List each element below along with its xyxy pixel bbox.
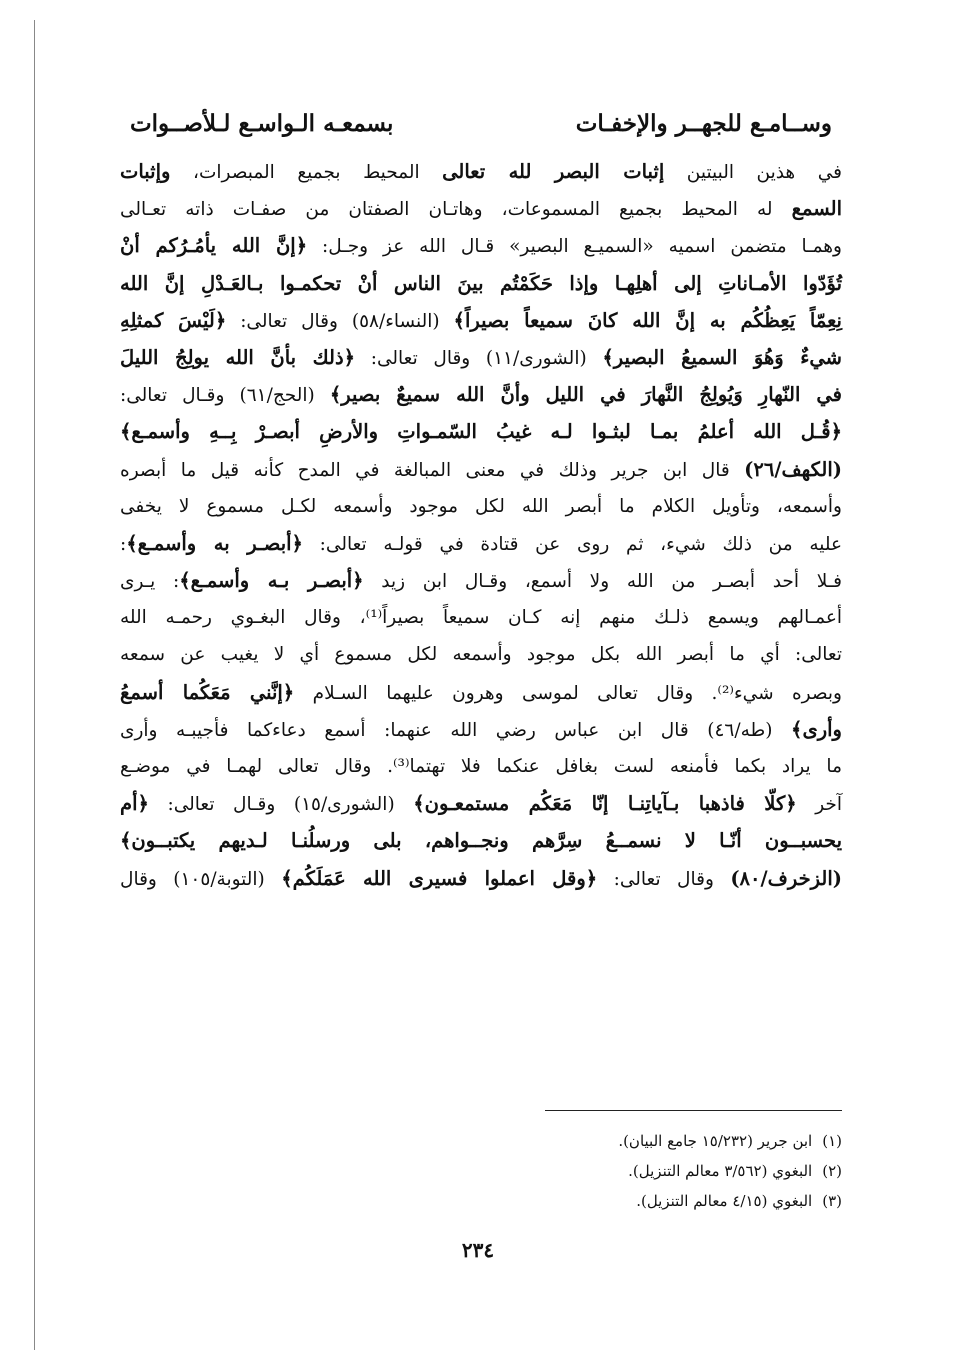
bold-quote: إثبات البصر لله تعالى bbox=[442, 160, 665, 183]
text-line: وبصره شيء⁽²⁾. وقال تعالى لموسى وهرون عليهما السـلام ﴿إنَّني مَعَكُما أسمعُ bbox=[120, 680, 842, 704]
bold-quote: في النّهارِ وَيُولِجُ النَّهارَ في الليل وأنَّ الله سميعٌ بصير﴾ bbox=[329, 383, 842, 407]
verse-right-hemistich: وســامـع للجهــر والإخفـات bbox=[575, 110, 832, 137]
text-line bbox=[120, 413, 842, 450]
footnote-number: (٢) bbox=[822, 1162, 842, 1180]
text-line: فـلا أحد أبصـر من الله ولا أسمع، وقـال ابن زيد ﴿أبصـر بـه وأسمـع﴾: يـرى bbox=[120, 569, 842, 593]
bold-quote: نِعِمّاً يَعِظُكُم به إنَّ الله كانَ سميعاً بصيراً﴾ bbox=[453, 308, 842, 332]
bold-quote: تُؤَدّوا الأمـاناتِ إلى أهلِهـا وإذا حَكَمْتُم بينَ الناس أنْ تحكمـوا بـالعَـدْلِ إنَّ الله bbox=[120, 271, 842, 295]
bold-quote: ﴿وقل اعملوا فسيرى الله عَمَلَكُم﴾ bbox=[281, 866, 598, 890]
footnote-2 bbox=[618, 1156, 842, 1186]
text-line: في هذين البيتين إثبات البصر لله تعالى المحيط بجميع المبصرات، وإثبات bbox=[120, 160, 842, 183]
page-content bbox=[120, 110, 842, 897]
text-line: (الكهف/٢٦) قال ابن جرير وذلك في معنى المبالغة في المدح كأنه قيل ما أبصره bbox=[120, 457, 842, 481]
verse-heading bbox=[120, 110, 842, 137]
text-line: وهمـا متضمن اسميه «السميـع البصير» قـال الله عز وجـل: ﴿إنَّ الله يأمُـرُكم أنْ bbox=[120, 234, 842, 258]
text-line: وأسمعه، وتأويل الكلام ما أبصر الله لكل موجود وأسمعه لكـل مسموع لا يخفى bbox=[120, 495, 842, 517]
bold-quote: ﴿ذلك بأنَّ الله يولِجُ الليلَ bbox=[120, 345, 356, 369]
text-line: السمع له المحيط بجميع المسموعات، وهاتـان الصفتان من صفـات ذاته تعـالى bbox=[120, 197, 842, 221]
text-line: وأرى﴾ (طه/٤٦) قال ابن عباس رضي الله عنهما: أسمع دعاءكما فأجيبـه وأرى bbox=[120, 717, 842, 741]
bold-quote: (الزخرف/٨٠) bbox=[730, 866, 842, 890]
scan-edge-line bbox=[34, 20, 35, 1350]
text-line: أعمـالهم ويسمع ذلـك منهم إنه كـان سميعاً بصيراً⁽¹⁾، وقال البغـوي رحمـه الله bbox=[120, 607, 842, 629]
body-text bbox=[120, 153, 842, 897]
footnote-text: البغوي (٤/١٥ معالم التنزيل). bbox=[636, 1192, 813, 1210]
text-line: تعالى: أي ما أبصر الله بكل موجود وأسمعه لكل مسموع أي لا يغيب عن سمعه bbox=[120, 644, 842, 666]
footnote-text: البغوي (٣/٥٦٢ معالم التنزيل). bbox=[628, 1162, 813, 1180]
bold-quote: وإثبات bbox=[120, 160, 171, 183]
footnotes bbox=[618, 1126, 842, 1216]
text-line: في النّهارِ وَيُولِجُ النَّهارَ في الليل وأنَّ الله سميعٌ بصير﴾ (الحج/٦١) وقـال تعالى: bbox=[120, 383, 842, 407]
footnote-1 bbox=[618, 1126, 842, 1156]
text-line: نِعِمّاً يَعِظُكُم به إنَّ الله كانَ سميعاً بصيراً﴾ (النساء/٥٨) وقال تعالى: ﴿لَيْسَ كمثلِهِ bbox=[120, 308, 842, 332]
bold-quote: ﴿إنَّني مَعَكُما أسمعُ bbox=[120, 680, 295, 704]
bold-quote: ﴿أبصـر به وأسمـع﴾ bbox=[126, 531, 303, 555]
page-number: ٢٣٤ bbox=[461, 1238, 495, 1262]
bold-quote: ﴿قُـل الله أعلمُ بمـا لبثـوا لـه غيبُ السّمـواتِ والأرضِ أبصـرْ بِــهِ وأسمـع﴾ bbox=[120, 420, 842, 444]
text-line: ما يراد بكما فأمنعه لست بغافل عنكما فلا تهتما⁽³⁾. وقال تعالى لهمـا في موضـع bbox=[120, 756, 842, 777]
bold-quote: ﴿أبصـر بـه وأسمـع﴾ bbox=[179, 569, 364, 593]
bold-quote: ﴿أم bbox=[120, 792, 149, 816]
footnote-separator bbox=[545, 1110, 842, 1111]
footnote-3 bbox=[618, 1186, 842, 1216]
bold-quote: ﴿لَيْسَ كمثلِهِ bbox=[120, 308, 227, 332]
text-line: عليه من ذلك شيء، ثم روى عن قتادة في قولـه تعالى: ﴿أبصـر به وأسمـع﴾: bbox=[120, 531, 843, 555]
footnote-number: (١) bbox=[822, 1132, 842, 1150]
text-line: آخر ﴿كلّا فاذهبا بـآياتِنـا إنّا مَعَكُم مستمعـون﴾ (الشورى/١٥) وقـال تعالى: ﴿أم bbox=[120, 792, 842, 816]
text-line: شيءٌ وَهُوَ السميعُ البصير﴾ (الشورى/١١) وقال تعالى: ﴿ذلك بأنَّ الله يولِجُ الليلَ bbox=[120, 345, 842, 369]
bold-quote: وأرى﴾ bbox=[791, 717, 842, 741]
verse-left-hemistich: بسمعـه الـواسـع لـلأصــوات bbox=[130, 110, 394, 137]
bold-quote: (الكهف/٢٦) bbox=[744, 457, 842, 481]
text-line bbox=[120, 265, 842, 302]
text-line bbox=[120, 822, 842, 859]
bold-quote: يحسبــون أنّـا لا نسمــعُ سِرَّهم ونجــواهم، بلى ورسلُنـا لـديهم يكتبــون﴾ bbox=[120, 829, 842, 853]
text-line: (الزخرف/٨٠) وقال تعالى: ﴿وقل اعملوا فسيرى الله عَمَلَكُم﴾ (التوبة/١٠٥) وقال bbox=[120, 866, 842, 890]
bold-quote: ﴿كلّا فاذهبا بـآياتِنـا إنّا مَعَكُم مستمعـون﴾ bbox=[413, 792, 797, 816]
footnote-text: ابن جرير (١٥/٢٣٢ جامع البيان). bbox=[618, 1132, 813, 1150]
bold-quote: شيءٌ وَهُوَ السميعُ البصير﴾ bbox=[602, 345, 842, 369]
bold-quote: ﴿إنَّ الله يأمُـرُكم أنْ bbox=[120, 234, 308, 258]
footnote-number: (٣) bbox=[822, 1192, 842, 1210]
bold-quote: السمع bbox=[791, 197, 842, 221]
